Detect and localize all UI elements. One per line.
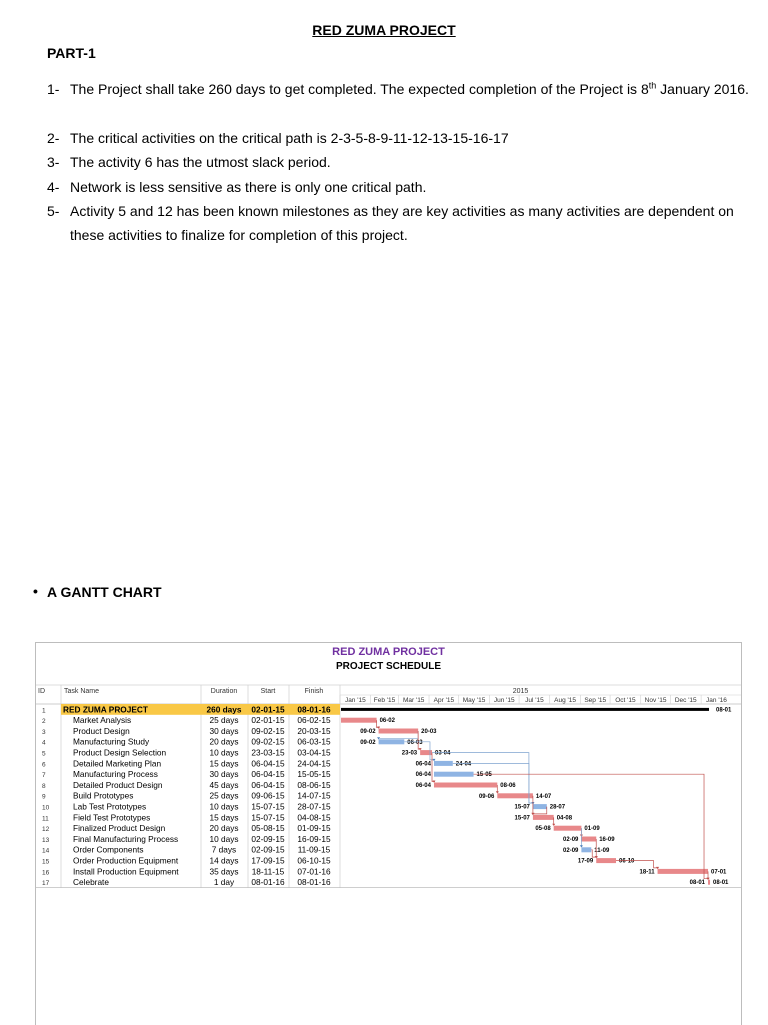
- cell-duration: 15 days: [209, 758, 239, 769]
- cell-start: 02-09-15: [251, 844, 285, 855]
- cell-finish: 24-04-15: [297, 758, 331, 769]
- bar-end-label: 15-05: [476, 772, 492, 779]
- cell-finish: 28-07-15: [297, 801, 331, 812]
- column-header: Duration: [210, 688, 238, 695]
- cell-duration: 14 days: [209, 855, 239, 866]
- cell-id: 9: [42, 793, 46, 801]
- task-bar: [581, 847, 591, 852]
- cell-start: 02-09-15: [251, 833, 285, 844]
- bar-start-label: 17-09: [577, 858, 594, 865]
- cell-id: 10: [42, 804, 50, 812]
- cell-duration: 10 days: [209, 833, 239, 844]
- month-label: Mar '15: [402, 697, 425, 704]
- bar-end-label: 20-03: [421, 729, 437, 735]
- month-label: Feb '15: [373, 697, 396, 704]
- list-item-text: The activity 6 has the utmost slack period.: [70, 154, 331, 170]
- cell-finish: 01-09-15: [297, 823, 331, 834]
- cell-task: Celebrate: [73, 877, 109, 888]
- cell-id: 1: [42, 707, 46, 715]
- bar-end-label: 01-09: [584, 826, 600, 833]
- column-header: Task Name: [64, 688, 100, 695]
- dependency-arrow-icon: [580, 845, 583, 847]
- cell-finish: 06-10-15: [297, 855, 331, 866]
- cell-task: Manufacturing Study: [73, 736, 150, 747]
- bar-start-label: 09-02: [360, 729, 376, 735]
- year-label: 2015: [512, 688, 529, 695]
- month-label: Jan '15: [344, 697, 366, 704]
- cell-task: Finalized Product Design: [73, 823, 166, 834]
- list-item-text: The critical activities on the critical path is 2-3-5-8-9-11-12-13-15-16-17: [70, 130, 509, 146]
- bar-start-label: 09-02: [360, 739, 376, 746]
- cell-task: Manufacturing Process: [73, 769, 158, 780]
- column-header: ID: [38, 688, 45, 695]
- cell-duration: 30 days: [209, 725, 239, 736]
- bar-start-label: 09-06: [478, 793, 495, 800]
- cell-start: 08-01-16: [251, 877, 285, 888]
- cell-duration: 20 days: [209, 736, 239, 747]
- task-bar: [379, 739, 405, 744]
- cell-duration: 15 days: [209, 812, 239, 823]
- bar-end-label: 08-06: [500, 783, 516, 789]
- cell-finish: 15-05-15: [297, 769, 331, 780]
- cell-task: Market Analysis: [73, 715, 132, 726]
- cell-task: Order Components: [73, 844, 144, 855]
- bar-start-label: 06-04: [415, 772, 431, 779]
- cell-id: 13: [42, 836, 50, 844]
- month-label: Jun '15: [493, 697, 515, 704]
- task-bar: [434, 761, 453, 766]
- cell-finish: 11-09-15: [297, 844, 331, 855]
- critical-task-bar: [379, 729, 419, 734]
- list-item-text: Activity 5 and 12 has been known milestones as they are key activities as many activities are dependent on these activities to finalize for completion of this project.: [70, 203, 734, 243]
- cell-id: 14: [42, 847, 50, 855]
- bar-start-label: 15-07: [514, 804, 530, 811]
- cell-duration: 7 days: [211, 844, 237, 855]
- bar-end-label: 06-02: [379, 718, 395, 725]
- cell-duration: 30 days: [209, 769, 239, 780]
- gantt-title: RED ZUMA PROJECT: [332, 646, 445, 658]
- critical-task-bar: [497, 793, 533, 798]
- month-label: Jan '16: [706, 697, 727, 704]
- critical-task-bar: [434, 783, 497, 788]
- list-item-text: Network is less sensitive as there is only one critical path.: [70, 179, 427, 195]
- cell-task: Lab Test Prototypes: [73, 801, 147, 812]
- dependency-arrow-icon: [552, 824, 555, 826]
- cell-start: 15-07-15: [251, 812, 285, 823]
- critical-task-bar: [533, 815, 554, 820]
- list-item-text: [70, 77, 750, 101]
- bar-start-label: 15-07: [514, 815, 530, 822]
- cell-finish: 14-07-15: [297, 790, 331, 801]
- part-heading: PART-1: [47, 45, 96, 61]
- cell-start: 09-06-15: [251, 790, 285, 801]
- cell-id: 16: [42, 869, 50, 877]
- cell-id: 4: [42, 739, 46, 747]
- month-label: Sep '15: [584, 697, 607, 704]
- cell-id: 12: [42, 826, 50, 834]
- column-header: Finish: [304, 688, 324, 695]
- cell-finish: 04-08-15: [297, 812, 331, 823]
- cell-finish: 06-02-15: [297, 715, 331, 726]
- summary-bar: [341, 708, 709, 711]
- cell-task: RED ZUMA PROJECT: [63, 704, 148, 715]
- cell-duration: 20 days: [209, 823, 239, 834]
- cell-start: 06-04-15: [251, 779, 285, 790]
- gantt-heading-label: A GANTT CHART: [47, 584, 162, 600]
- cell-finish: 08-01-16: [297, 877, 331, 888]
- cell-duration: 35 days: [209, 866, 239, 877]
- critical-task-bar: [554, 826, 582, 831]
- cell-start: 06-04-15: [251, 769, 285, 780]
- cell-task: Product Design Selection: [73, 747, 167, 758]
- cell-start: 18-11-15: [251, 866, 285, 877]
- cell-start: 06-04-15: [251, 758, 285, 769]
- cell-start: 15-07-15: [251, 801, 285, 812]
- cell-start: 23-03-15: [251, 747, 285, 758]
- list-item-number: 1-: [47, 81, 60, 97]
- document-title: RED ZUMA PROJECT: [312, 22, 456, 38]
- cell-start: 02-01-15: [251, 704, 285, 715]
- cell-duration: 10 days: [209, 747, 239, 758]
- cell-start: 09-02-15: [251, 736, 285, 747]
- bar-end-label: 14-07: [535, 793, 552, 800]
- cell-start: 17-09-15: [251, 855, 285, 866]
- bar-start-label: 23-03: [401, 750, 418, 757]
- cell-task: Detailed Marketing Plan: [73, 758, 162, 769]
- cell-id: 8: [42, 782, 46, 790]
- list-item-text-end: January 2016.: [656, 81, 749, 97]
- task-bar: [434, 772, 474, 777]
- gantt-svg: [36, 643, 741, 1025]
- cell-finish: 07-01-16: [297, 866, 331, 877]
- bar-end-label: 03-04: [435, 750, 451, 757]
- column-header: Start: [260, 688, 276, 695]
- cell-duration: 260 days: [206, 704, 242, 715]
- cell-id: 2: [42, 718, 46, 726]
- cell-id: 6: [42, 761, 46, 769]
- cell-task: Product Design: [73, 725, 130, 736]
- cell-id: 15: [42, 858, 50, 866]
- cell-start: 02-01-15: [251, 715, 285, 726]
- cell-finish: 16-09-15: [297, 833, 331, 844]
- list-item-number: 2-: [47, 130, 60, 146]
- month-label: Oct '15: [615, 697, 636, 704]
- critical-task-bar: [341, 718, 377, 723]
- bar-start-label: 08-01: [689, 880, 706, 887]
- bar-end-label: 07-01: [711, 869, 727, 876]
- cell-task: Install Production Equipment: [73, 866, 179, 877]
- dependency-line: [432, 753, 435, 782]
- cell-finish: 08-06-15: [297, 779, 331, 790]
- cell-id: 7: [42, 772, 46, 780]
- bar-start-label: 06-04: [415, 783, 431, 789]
- bar-end-label: 24-04: [455, 761, 472, 768]
- bar-start-label: 02-09: [563, 837, 579, 843]
- cell-task: Detailed Product Design: [73, 779, 163, 790]
- critical-task-bar: [708, 880, 710, 885]
- month-label: Dec '15: [674, 697, 697, 704]
- cell-id: 11: [42, 815, 49, 823]
- cell-finish: 08-01-16: [297, 704, 331, 715]
- bar-end-label: 11-09: [594, 847, 610, 854]
- cell-id: 3: [42, 728, 46, 736]
- cell-duration: 45 days: [209, 779, 239, 790]
- bar-start-label: 06-04: [415, 761, 431, 768]
- cell-id: 17: [42, 880, 50, 888]
- bullet-icon: •: [33, 583, 38, 599]
- cell-finish: 03-04-15: [297, 747, 331, 758]
- task-bar: [533, 804, 547, 809]
- cell-task: Build Prototypes: [73, 790, 134, 801]
- cell-duration: 10 days: [209, 801, 239, 812]
- cell-finish: 06-03-15: [297, 736, 331, 747]
- bar-end-label: 06-10: [619, 858, 635, 865]
- month-label: May '15: [462, 697, 486, 704]
- cell-start: 05-08-15: [251, 823, 285, 834]
- cell-finish: 20-03-15: [297, 725, 331, 736]
- cell-task: Final Manufacturing Process: [73, 833, 179, 844]
- bar-start-label: 18-11: [639, 869, 655, 876]
- bar-end-label: 08-01: [713, 880, 729, 887]
- critical-task-bar: [581, 837, 596, 842]
- cell-id: 5: [42, 750, 46, 758]
- bar-end-label: 04-08: [556, 815, 573, 822]
- dependency-line: [497, 785, 498, 792]
- cell-duration: 1 day: [213, 877, 235, 888]
- gantt-subtitle: PROJECT SCHEDULE: [335, 661, 441, 672]
- cell-duration: 25 days: [209, 715, 239, 726]
- cell-duration: 25 days: [209, 790, 239, 801]
- bar-start-label: 02-09: [563, 847, 579, 854]
- cell-task: Field Test Prototypes: [73, 812, 151, 823]
- bar-end-label: 06-03: [407, 739, 423, 746]
- month-label: Apr '15: [433, 697, 455, 704]
- list-item-number: 4-: [47, 179, 60, 195]
- bar-end-label: 16-09: [599, 837, 615, 843]
- bar-end-label: 08-01: [716, 707, 732, 714]
- bar-start-label: 05-08: [535, 826, 551, 833]
- gantt-chart: [35, 642, 742, 1025]
- month-label: Nov '15: [644, 697, 667, 704]
- bar-end-label: 28-07: [549, 804, 566, 811]
- cell-start: 09-02-15: [251, 725, 285, 736]
- list-item-text-main: The Project shall take 260 days to get completed. The expected completion of the Project is 8: [70, 81, 649, 97]
- list-item-number: 5-: [47, 203, 60, 219]
- month-label: Jul '15: [525, 697, 544, 704]
- dependency-line: [708, 871, 709, 878]
- cell-task: Order Production Equipment: [73, 855, 179, 866]
- month-label: Aug '15: [554, 697, 576, 704]
- critical-task-bar: [596, 858, 616, 863]
- dependency-arrow-icon: [496, 791, 499, 793]
- critical-task-bar: [658, 869, 708, 874]
- dependency-line: [554, 817, 555, 824]
- superscript: th: [648, 80, 657, 91]
- list-item-number: 3-: [47, 154, 60, 170]
